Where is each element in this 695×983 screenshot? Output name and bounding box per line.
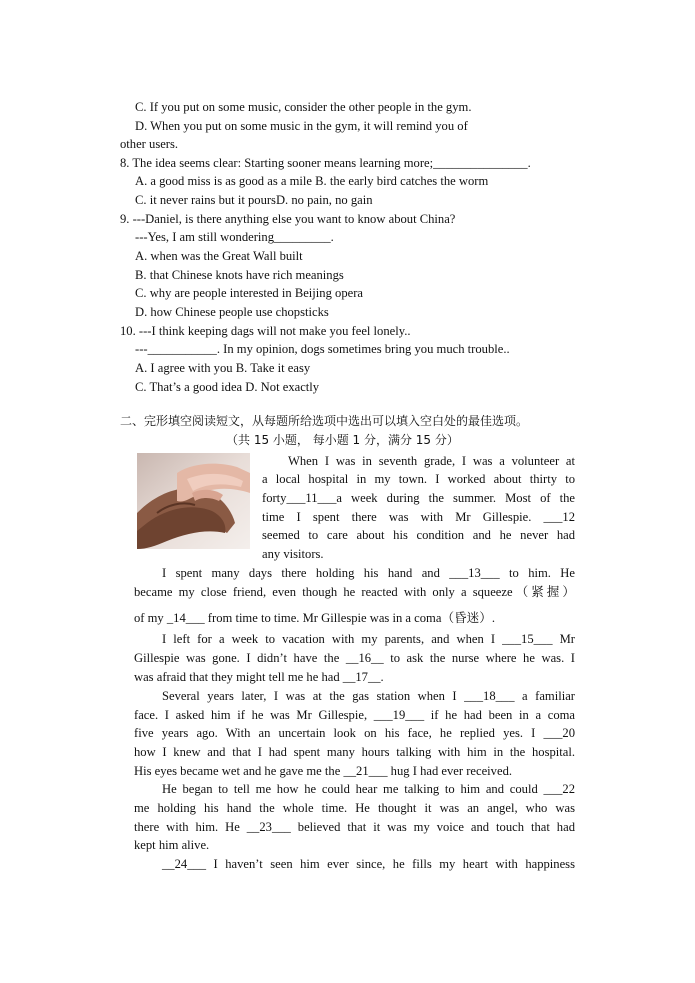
passage-line-20: there with him. He __23___ believed that it was my voice and touch that had [134, 820, 575, 834]
q10-stem: 10. ---I think keeping dags will not make you feel lonely.. [120, 324, 411, 338]
passage-line-18: He began to tell me how he could hear me talking to him and could ___22 [162, 782, 575, 796]
q10-options-cd: C. That’s a good idea D. Not exactly [135, 380, 320, 394]
passage-line-3: forty___11___a week during the summer. Most of the [262, 491, 575, 505]
passage-line-13: Several years later, I was at the gas station when I ___18___ a familiar [162, 689, 575, 703]
q9-option-b: B. that Chinese knots have rich meanings [135, 268, 344, 282]
holding-hands-photo [137, 453, 250, 549]
passage-line-14: face. I asked him if he was Mr Gillespie, ___19___ if he had been in a coma [134, 708, 575, 722]
passage-line-6: any visitors. [262, 547, 324, 561]
q9-response: ---Yes, I am still wondering_________. [135, 230, 334, 244]
passage-line-15: five years ago. With an uncertain look on his face, he replied yes. I ___20 [134, 726, 575, 740]
passage-line-17: His eyes became wet and he gave me the __21___ hug I had ever received. [134, 764, 513, 778]
passage-line-19: me holding his hand the whole time. He thought it was an angel, who was [134, 801, 575, 815]
q8-options-ab: A. a good miss is as good as a mile B. the early bird catches the worm [135, 174, 489, 188]
holding-hands-icon [137, 453, 250, 549]
q10-options-ab: A. I agree with you B. Take it easy [135, 361, 311, 375]
q9-stem: 9. ---Daniel, is there anything else you want to know about China? [120, 212, 456, 226]
passage-line-8: became my close friend, even though he reacted with only a squeeze（紧握） [134, 585, 575, 599]
q8-stem: 8. The idea seems clear: Starting sooner means learning more;_______________. [120, 156, 531, 170]
passage-line-4: time I spent there was with Mr Gillespie. ___12 [262, 510, 575, 524]
section-heading: 二、完形填空阅读短文，从每题所给选项中选出可以填入空白处的最佳选项。 [120, 414, 529, 428]
passage-line-10: I left for a week to vacation with my parents, and when I ___15___ Mr [162, 632, 575, 646]
q8-options-cd: C. it never rains but it poursD. no pain, no gain [135, 193, 373, 207]
passage-line-12: was afraid that they might tell me he had __17__. [134, 670, 384, 684]
passage-line-7: I spent many days there holding his hand and ___13___ to him. He [162, 566, 575, 580]
passage-line-21: kept him alive. [134, 838, 210, 852]
section-subheading: （共 15 小题， 每小题 1 分，满分 15 分） [226, 433, 459, 447]
passage-line-5: seemed to care about his condition and he never had [262, 528, 575, 542]
passage-line-11: Gillespie was gone. I didn’t have the __16__ to ask the nurse where he was. I [134, 651, 575, 665]
q7-option-d: D. When you put on some music in the gym, it will remind you of [135, 119, 468, 133]
q10-response: ---___________. In my opinion, dogs sometimes bring you much trouble.. [135, 342, 510, 356]
passage-line-1: When I was in seventh grade, I was a volunteer at [288, 454, 575, 468]
q7-option-d-cont: other users. [120, 137, 179, 151]
passage-line-22: __24___ I haven’t seen him ever since, he fills my heart with happiness [162, 857, 575, 871]
q9-option-a: A. when was the Great Wall built [135, 249, 303, 263]
q7-option-c: C. If you put on some music, consider the other people in the gym. [135, 100, 472, 114]
passage-line-16: how I knew and that I had spent many hours talking with him in the hospital. [134, 745, 575, 759]
passage-line-2: a local hospital in my town. I worked about thirty to [262, 472, 575, 486]
passage-line-9: of my _14___ from time to time. Mr Gillespie was in a coma（昏迷）. [134, 611, 495, 625]
q9-option-d: D. how Chinese people use chopsticks [135, 305, 329, 319]
q9-option-c: C. why are people interested in Beijing opera [135, 286, 364, 300]
